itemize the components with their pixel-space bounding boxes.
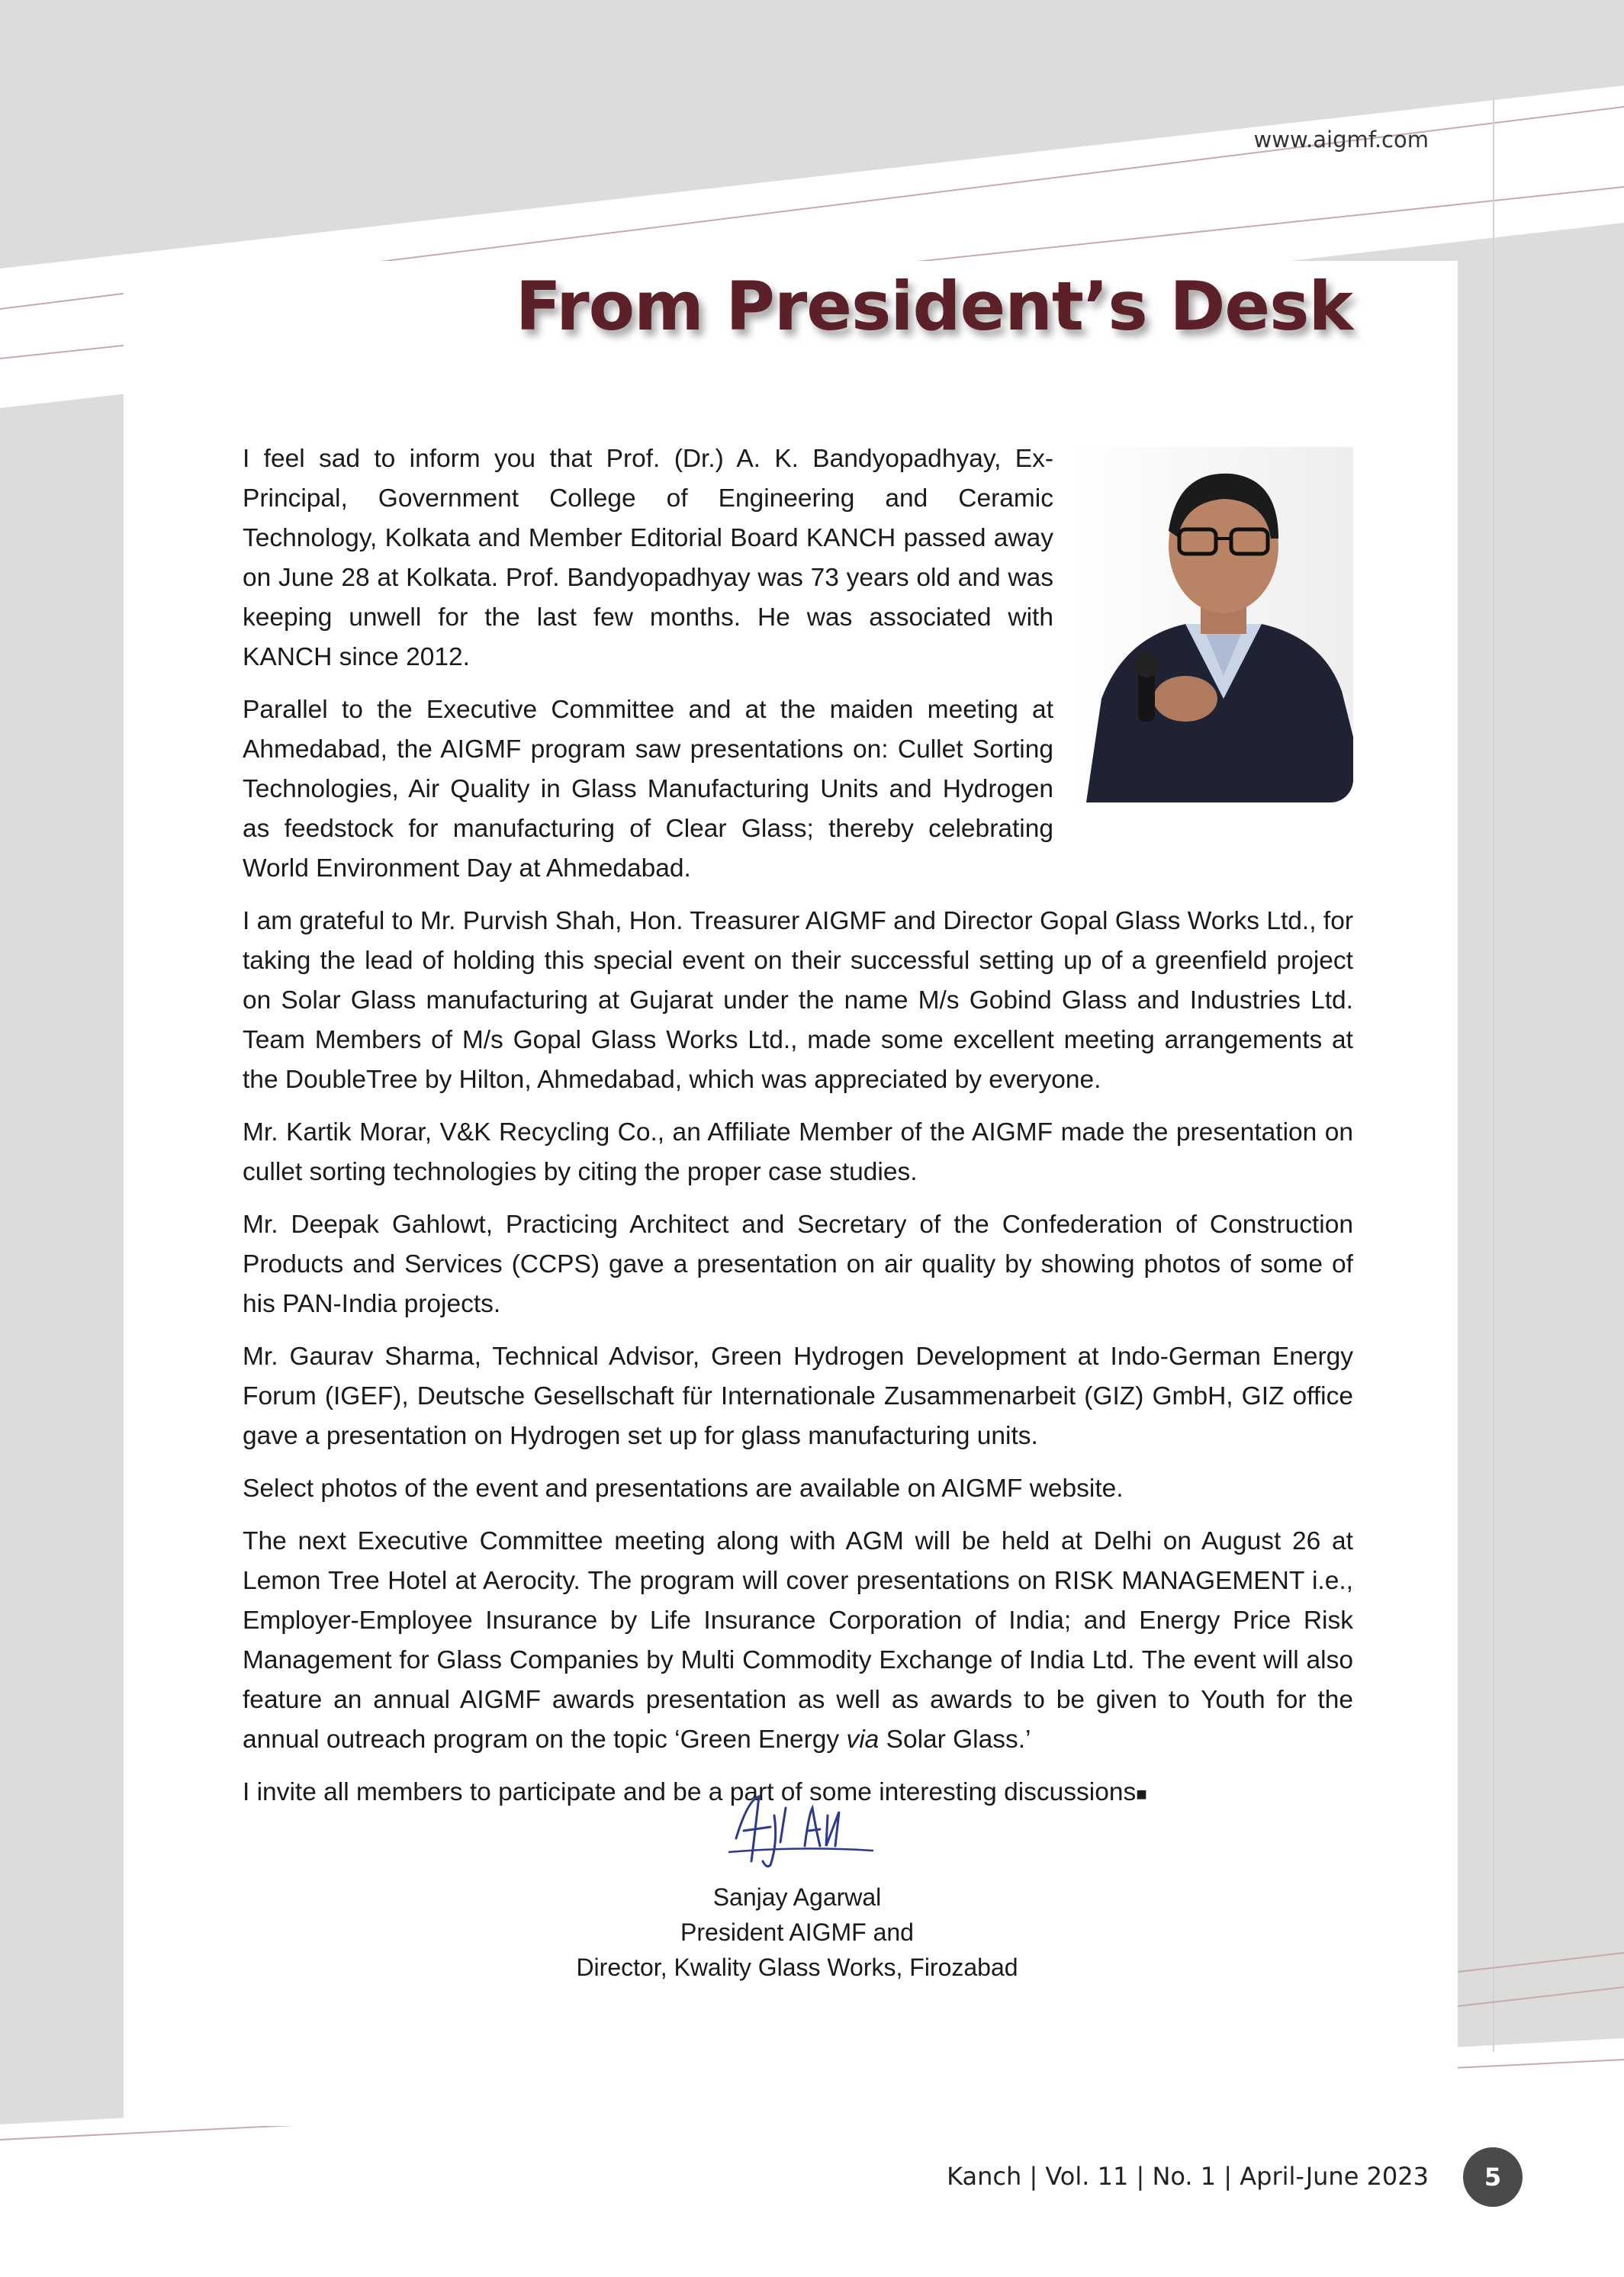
paragraph-7: Select photos of the event and presentations are available on AIGMF website. [243, 1475, 1124, 1503]
signatory-title-2: Director, Kwality Glass Works, Firozabad [576, 1954, 1018, 1981]
website-url: www.aigmf.com [1253, 127, 1429, 153]
signature-block [488, 1785, 1106, 1985]
handwritten-signature [713, 1785, 881, 1877]
paragraph-6: Mr. Gaurav Sharma, Technical Advisor, Green Hydrogen Development at Indo-German Energy Forum (IGEF), Deutsche Gesellschaft für Internationale Zusammenarbeit (GIZ) GmbH, GIZ office gave a presentation on Hydrogen set up for glass manufacturing units. [243, 1343, 1353, 1450]
page-number: 5 [1463, 2147, 1523, 2207]
paragraph-4: Mr. Kartik Morar, V&K Recycling Co., an Affiliate Member of the AIGMF made the presentation on cullet sorting technologies by citing the proper case studies. [243, 1118, 1353, 1186]
issue-info: Kanch | Vol. 11 | No. 1 | April-June 2023 [947, 2162, 1429, 2191]
paragraph-3: I am grateful to Mr. Purvish Shah, Hon. Treasurer AIGMF and Director Gopal Glass Works Ltd., for taking the lead of holding this special event on their successful setting up of a greenfield project on Solar Glass manufacturing at Gujarat under the name M/s Gobind Glass and Industries Ltd. Team Members of M/s Gopal Glass Works Ltd., made some excellent meeting arrangements at the DoubleTree by Hilton, Ahmedabad, which was appreciated by everyone. [243, 907, 1353, 1094]
paragraph-9-text: I invite all members to participate and be a part of some interesting discussions [243, 1778, 1137, 1806]
paragraph-8-end: Solar Glass.’ [879, 1725, 1031, 1754]
article-body [243, 439, 1353, 1828]
paragraph-8-text: The next Executive Committee meeting along with AGM will be held at Delhi on August 26 at Lemon Tree Hotel at Aerocity. The program will cover presentations on RISK MANAGEMENT i.e., Employer-Employee Insurance by Life Insurance Corporation of India; and Energy Price Risk Management for Glass Companies by Multi Commodity Exchange of India Ltd. The event will also feature an annual AIGMF awards presentation as well as awards to be given to Youth for the annual outreach program on the topic ‘Green Energy [243, 1527, 1353, 1754]
signatory-title-1: President AIGMF and [680, 1918, 914, 1946]
paragraph-5: Mr. Deepak Gahlowt, Practicing Architect and Secretary of the Confederation of Construction Products and Services (CCPS) gave a presentation on air quality by showing photos of some of his PAN-India projects. [243, 1211, 1353, 1318]
paragraph-8 [243, 1522, 1353, 1760]
page-title: From President’s Desk [515, 267, 1352, 346]
paragraph-2: Parallel to the Executive Committee and at the maiden meeting at Ahmedabad, the AIGMF program saw presentations on: Cullet Sorting Technologies, Air Quality in Glass Manufacturing Units and Hydrogen as feedstock for manufacturing of Clear Glass; thereby celebrating World Environment Day at Ahmedabad. [243, 696, 1053, 883]
end-mark: ■ [1136, 1784, 1147, 1805]
paragraph-1: I feel sad to inform you that Prof. (Dr.) A. K. Bandyopadhyay, Ex-Principal, Government College of Engineering and Ceramic Technology, Kolkata and Member Editorial Board KANCH passed away on June 28 at Kolkata. Prof. Bandyopadhyay was 73 years old and was keeping unwell for the last few months. He was associated with KANCH since 2012. [243, 445, 1053, 671]
signatory-name: Sanjay Agarwal [712, 1883, 882, 1911]
paragraph-8-italic: via [846, 1725, 880, 1754]
